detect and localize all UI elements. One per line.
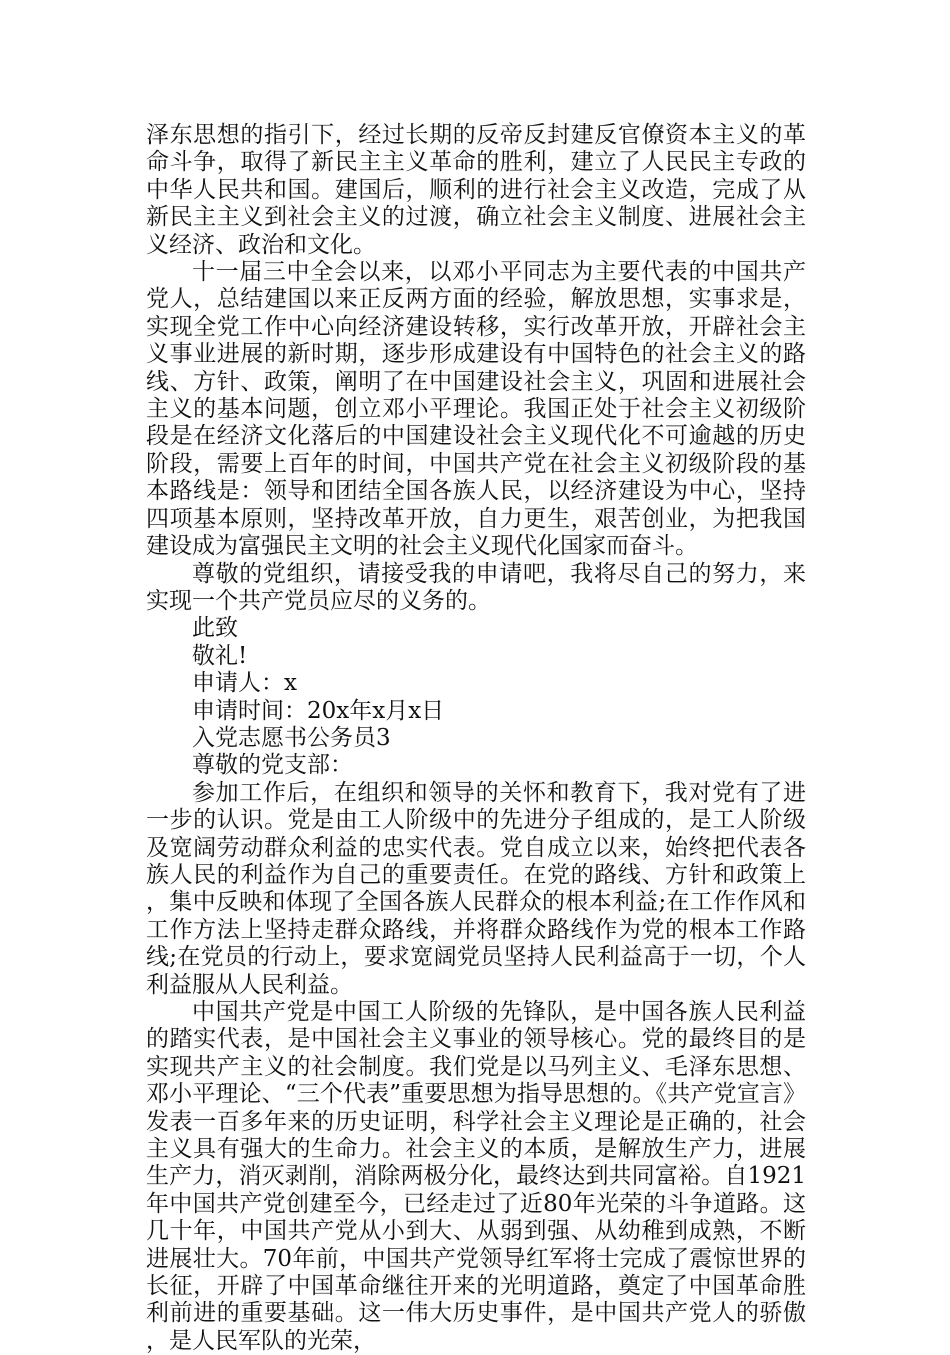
paragraph-continued-intro: 泽东思想的指引下，经过长期的反帝反封建反官僚资本主义的革命斗争，取得了新民主主义革命的胜利，建立了人民民主专政的中华人民共和国。建国后，顺利的进行社会主义改造，完成了从新民主主义到社会主义的过渡，确立社会主义制度、进展社会主义经济、政治和文化。: [146, 122, 806, 258]
closing-regards: 敬礼!: [192, 642, 248, 669]
paragraph-third-plenum: 十一届三中全会以来，以邓小平同志为主要代表的中国共产党人，总结建国以来正反两方面的经验，解放思想，实事求是，实现全党工作中心向经济建设转移，实行改革开放，开辟社会主义事业进展的新时期，逐步形成建设有中国特色的社会主义的路线、方针、政策，阐明了在中国建设社会主义，巩固和进展社会主义的基本问题，创立邓小平理论。我国正处于社会主义初级阶段是在经济文化落后的中国建设社会主义现代化不可逾越的历史阶段，需要上百年的时间，中国共产党在社会主义初级阶段的基本路线是：领导和团结全国各族人民，以经济建设为中心，坚持四项基本原则，坚持改革开放，自力更生，艰苦创业，为把我国建设成为富强民主文明的社会主义现代化国家而奋斗。: [146, 259, 806, 560]
greeting-line: 尊敬的党支部：: [192, 752, 353, 779]
paragraph-party-history: 中国共产党是中国工人阶级的先锋队，是中国各族人民利益的踏实代表，是中国社会主义事业的领导核心。党的最终目的是实现共产主义的社会制度。我们党是以马列主义、毛泽东思想、邓小平理论、“三个代表”重要思想为指导思想的。《共产党宣言》发表一百多年来的历史证明，科学社会主义理论是正确的，社会主义具有强大的生命力。社会主义的本质，是解放生产力，进展生产力，消灭剥削，消除两极分化，最终达到共同富裕。自1921年中国共产党创建至今，已经走过了近80年光荣的斗争道路。这几十年，中国共产党从小到大、从弱到强、从幼稚到成熟，不断进展壮大。70年前，中国共产党领导红军将士完成了震惊世界的长征，开辟了中国革命继往开来的光明道路，奠定了中国革命胜利前进的重要基础。这一伟大历史事件，是中国共产党人的骄傲，是人民军队的光荣，: [146, 999, 806, 1354]
document-page: [146, 122, 806, 1355]
application-date-line: 申请时间：20x年x月x日: [192, 697, 445, 724]
paragraph-work-understanding: 参加工作后，在组织和领导的关怀和教育下，我对党有了进一步的认识。党是由工人阶级中的先进分子组成的，是工人阶级及宽阔劳动群众利益的忠实代表。党自成立以来，始终把代表各族人民的利益作为自己的重要责任。在党的路线、方针和政策上，集中反映和体现了全国各族人民群众的根本利益;在工作作风和工作方法上坚持走群众路线，并将群众路线作为党的根本工作路线;在党员的行动上，要求宽阔党员坚持人民利益高于一切，个人利益服从人民利益。: [146, 779, 806, 998]
section-title: 入党志愿书公务员3: [192, 724, 391, 751]
applicant-line: 申请人：x: [192, 670, 297, 697]
paragraph-request: 尊敬的党组织，请接受我的申请吧，我将尽自己的努力，来实现一个共产党员应尽的义务的。: [146, 560, 806, 614]
closing-salutation: 此致: [192, 615, 238, 642]
